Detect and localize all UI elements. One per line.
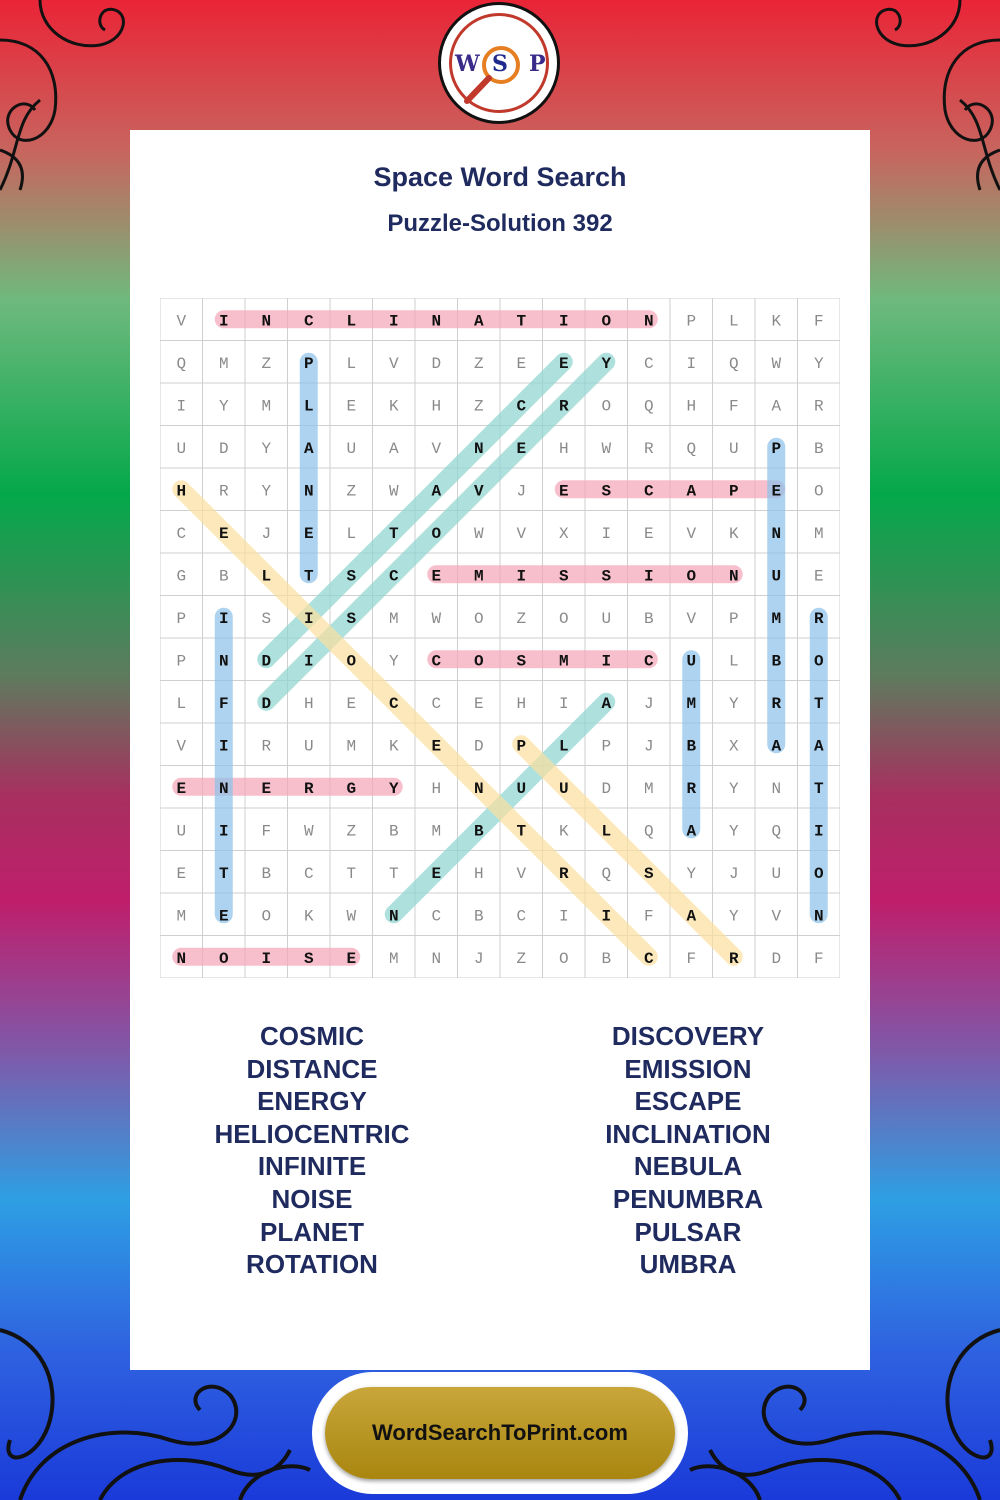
grid-letter: A <box>686 482 697 501</box>
grid-letter: C <box>431 694 442 713</box>
grid-letter: A <box>601 694 612 713</box>
grid-letter: C <box>388 567 399 586</box>
grid-letter: L <box>728 652 739 671</box>
word-list-item: DISCOVERY <box>611 1021 765 1051</box>
grid-letter: S <box>601 567 612 586</box>
grid-letter: I <box>558 907 569 926</box>
grid-letter: K <box>388 737 399 756</box>
grid-letter: I <box>558 694 569 713</box>
grid-letter: T <box>516 312 527 331</box>
word-list-item: ESCAPE <box>634 1086 742 1117</box>
grid-letter: C <box>388 694 399 713</box>
grid-letter: V <box>176 737 187 756</box>
grid-letter: N <box>218 652 229 671</box>
grid-letter: L <box>601 822 612 841</box>
grid-letter: N <box>473 779 484 798</box>
grid-letter: B <box>218 567 229 586</box>
grid-letter: E <box>643 524 654 543</box>
word-list-item: ENERGY <box>257 1086 367 1117</box>
grid-letter: E <box>303 524 314 543</box>
grid-letter: E <box>516 439 527 458</box>
grid-letter: T <box>303 567 314 586</box>
grid-letter: W <box>431 609 442 628</box>
grid-letter: M <box>473 567 484 586</box>
grid-letter: J <box>643 694 654 713</box>
grid-letter: V <box>176 312 187 331</box>
magnifier-icon <box>441 5 563 127</box>
grid-letter: C <box>643 482 654 501</box>
grid-letter: U <box>346 439 357 458</box>
grid-letter: V <box>516 524 527 543</box>
grid-letter: V <box>388 354 399 373</box>
grid-letter: K <box>558 822 569 841</box>
grid-letter: U <box>558 779 569 798</box>
grid-letter: Z <box>516 949 527 968</box>
word-list-item: NEBULA <box>633 1151 743 1182</box>
grid-letter: I <box>261 949 272 968</box>
grid-letter: L <box>303 397 314 416</box>
grid-letter: C <box>516 907 527 926</box>
grid-letter: J <box>516 482 527 501</box>
grid-letter: J <box>473 949 484 968</box>
grid-letter: F <box>813 312 824 331</box>
grid-letter: E <box>261 779 272 798</box>
grid-letter: M <box>176 907 187 926</box>
grid-letter: Q <box>686 439 697 458</box>
grid-letter: A <box>771 397 782 416</box>
grid-letter: C <box>303 864 314 883</box>
grid-letter: U <box>686 652 697 671</box>
grid-letter: A <box>813 737 824 756</box>
grid-letter: H <box>558 439 569 458</box>
grid-letter: I <box>218 822 229 841</box>
grid-letter: K <box>771 312 782 331</box>
grid-letter: E <box>431 864 442 883</box>
grid-letter: N <box>303 482 314 501</box>
grid-letter: M <box>218 354 229 373</box>
grid-letter: E <box>218 524 229 543</box>
grid-letter: N <box>261 312 272 331</box>
grid-letter: H <box>431 779 442 798</box>
grid-letter: Y <box>728 779 739 798</box>
grid-letter: B <box>261 864 272 883</box>
grid-letter: U <box>771 864 782 883</box>
grid-letter: V <box>431 439 442 458</box>
word-list-item: PULSAR <box>634 1216 742 1247</box>
grid-letter: S <box>303 949 314 968</box>
grid-letter: K <box>388 397 399 416</box>
grid-letter: Y <box>728 694 739 713</box>
grid-letter: W <box>388 482 399 501</box>
grid-letter: T <box>813 779 824 798</box>
grid-letter: C <box>643 652 654 671</box>
grid-letter: Y <box>388 652 399 671</box>
grid-letter: N <box>431 312 442 331</box>
grid-letter: S <box>558 567 569 586</box>
grid-letter: Y <box>686 864 697 883</box>
grid-letter: C <box>431 652 442 671</box>
page-title: Space Word Search <box>373 162 627 192</box>
grid-letter: F <box>813 949 824 968</box>
grid-letter: U <box>176 822 187 841</box>
grid-letter: P <box>176 652 187 671</box>
grid-letter: B <box>686 737 697 756</box>
grid-letter: L <box>346 312 357 331</box>
grid-letter: D <box>261 694 272 713</box>
grid-letter: K <box>303 907 314 926</box>
grid-letter: I <box>643 567 654 586</box>
grid-letter: N <box>176 949 187 968</box>
grid-letter: W <box>473 524 484 543</box>
grid-letter: L <box>346 354 357 373</box>
grid-letter: O <box>431 524 442 543</box>
grid-letter: H <box>516 694 527 713</box>
grid-letter: X <box>728 737 739 756</box>
grid-letter: Q <box>601 864 612 883</box>
word-list-item: HELIOCENTRIC <box>214 1118 410 1149</box>
grid-letter: C <box>303 312 314 331</box>
grid-letter: C <box>176 524 187 543</box>
grid-letter: N <box>813 907 824 926</box>
grid-letter: F <box>643 907 654 926</box>
grid-letter: M <box>388 949 399 968</box>
grid-letter: R <box>728 949 739 968</box>
grid-letter: E <box>346 397 357 416</box>
grid-letter: R <box>218 482 229 501</box>
grid-letter: W <box>601 439 612 458</box>
grid-letter: E <box>558 482 569 501</box>
grid-letter: Z <box>473 354 484 373</box>
grid-letter: S <box>346 567 357 586</box>
grid-letter: V <box>771 907 782 926</box>
grid-letter: Z <box>261 354 272 373</box>
grid-letter: S <box>516 652 527 671</box>
grid-letter: M <box>558 652 569 671</box>
grid-letter: F <box>218 694 229 713</box>
grid-letter: M <box>388 609 399 628</box>
grid-letter: R <box>686 779 697 798</box>
grid-letter: E <box>346 949 357 968</box>
grid-letter: A <box>686 822 697 841</box>
grid-letter: B <box>813 439 824 458</box>
grid-letter: B <box>473 822 484 841</box>
grid-letter: T <box>813 694 824 713</box>
grid-letter: I <box>601 524 612 543</box>
grid-letter: Y <box>261 439 272 458</box>
grid-letter: O <box>473 652 484 671</box>
grid-letter: R <box>261 737 272 756</box>
grid-letter: R <box>303 779 314 798</box>
word-list-item: COSMIC <box>260 1021 364 1051</box>
grid-letter: N <box>473 439 484 458</box>
word-list-item: UMBRA <box>639 1249 737 1280</box>
grid-letter: I <box>176 397 187 416</box>
grid-letter: B <box>643 609 654 628</box>
grid-letter: Q <box>771 822 782 841</box>
grid-letter: D <box>601 779 612 798</box>
grid-letter: A <box>388 439 399 458</box>
grid-letter: E <box>813 567 824 586</box>
grid-letter: P <box>176 609 187 628</box>
grid-letter: G <box>346 779 357 798</box>
grid-letter: W <box>771 354 782 373</box>
grid-letter: Y <box>388 779 399 798</box>
grid-letter: L <box>558 737 569 756</box>
grid-letter: Y <box>728 822 739 841</box>
grid-letter: O <box>601 397 612 416</box>
grid-letter: T <box>516 822 527 841</box>
grid-letter: E <box>218 907 229 926</box>
grid-letter: I <box>303 652 314 671</box>
grid-letter: F <box>728 397 739 416</box>
grid-letter: O <box>813 652 824 671</box>
grid-letter: D <box>771 949 782 968</box>
grid-letter: V <box>516 864 527 883</box>
grid-letter: Q <box>643 397 654 416</box>
grid-letter: Z <box>516 609 527 628</box>
grid-letter: S <box>643 864 654 883</box>
grid-letter: E <box>431 737 442 756</box>
grid-letter: C <box>643 354 654 373</box>
grid-letter: U <box>303 737 314 756</box>
grid-letter: O <box>261 907 272 926</box>
word-list-item: INCLINATION <box>605 1118 771 1149</box>
grid-letter: D <box>473 737 484 756</box>
word-list-item: INFINITE <box>257 1151 367 1182</box>
grid-letter: E <box>346 694 357 713</box>
grid-letter: M <box>643 779 654 798</box>
grid-letter: I <box>686 354 697 373</box>
grid-letter: J <box>261 524 272 543</box>
grid-letter: B <box>388 822 399 841</box>
grid-letter: I <box>218 312 229 331</box>
grid-letter: E <box>473 694 484 713</box>
grid-letter: J <box>728 864 739 883</box>
grid-letter: A <box>303 439 314 458</box>
grid-letter: Z <box>346 482 357 501</box>
word-list-item: EMISSION <box>624 1053 752 1084</box>
grid-letter: U <box>601 609 612 628</box>
word-list-item: PLANET <box>260 1216 364 1247</box>
grid-letter: E <box>176 779 187 798</box>
grid-letter: D <box>261 652 272 671</box>
grid-letter: N <box>771 524 782 543</box>
grid-letter: P <box>771 439 782 458</box>
grid-letter: N <box>218 779 229 798</box>
grid-letter: Y <box>601 354 612 373</box>
grid-letter: Q <box>643 822 654 841</box>
grid-letter: N <box>431 949 442 968</box>
grid-letter: K <box>728 524 739 543</box>
grid-letter: L <box>728 312 739 331</box>
grid-letter: I <box>303 609 314 628</box>
grid-letter: R <box>771 694 782 713</box>
grid-letter: T <box>388 864 399 883</box>
grid-letter: B <box>473 907 484 926</box>
grid-letter: I <box>218 609 229 628</box>
grid-letter: F <box>686 949 697 968</box>
grid-letter: Y <box>728 907 739 926</box>
grid-letter: X <box>558 524 569 543</box>
grid-letter: H <box>473 864 484 883</box>
page-subtitle: Puzzle-Solution 392 <box>387 210 613 237</box>
grid-letter: R <box>813 609 824 628</box>
grid-letter: P <box>601 737 612 756</box>
grid-letter: H <box>686 397 697 416</box>
grid-letter: B <box>771 652 782 671</box>
grid-letter: I <box>558 312 569 331</box>
grid-letter: M <box>261 397 272 416</box>
grid-letter: O <box>686 567 697 586</box>
word-list-item: NOISE <box>271 1184 353 1214</box>
grid-letter: S <box>261 609 272 628</box>
grid-letter: M <box>686 694 697 713</box>
grid-letter: O <box>473 609 484 628</box>
grid-letter: V <box>473 482 484 501</box>
grid-letter: P <box>516 737 527 756</box>
grid-letter: M <box>431 822 442 841</box>
word-list-item: PENUMBRA <box>612 1184 764 1214</box>
grid-letter: E <box>516 354 527 373</box>
grid-letter: R <box>558 397 569 416</box>
grid-letter: W <box>303 822 314 841</box>
grid-letter: M <box>771 609 782 628</box>
grid-letter: E <box>176 864 187 883</box>
grid-letter: L <box>346 524 357 543</box>
grid-letter: Y <box>813 354 824 373</box>
grid-letter: M <box>346 737 357 756</box>
logo-letter-s: S <box>492 51 508 77</box>
grid-letter: N <box>388 907 399 926</box>
grid-letter: N <box>771 779 782 798</box>
grid-letter: U <box>176 439 187 458</box>
grid-letter: V <box>686 524 697 543</box>
grid-letter: C <box>431 907 442 926</box>
grid-letter: I <box>516 567 527 586</box>
grid-letter: I <box>218 737 229 756</box>
grid-letter: C <box>516 397 527 416</box>
grid-letter: H <box>303 694 314 713</box>
grid-letter: T <box>218 864 229 883</box>
website-link-button[interactable]: WordSearchToPrint.com <box>325 1387 675 1479</box>
grid-letter: R <box>558 864 569 883</box>
grid-letter: O <box>601 312 612 331</box>
grid-letter: M <box>813 524 824 543</box>
grid-letter: A <box>473 312 484 331</box>
grid-letter: W <box>346 907 357 926</box>
grid-letter: Q <box>728 354 739 373</box>
grid-letter: O <box>346 652 357 671</box>
grid-letter: J <box>643 737 654 756</box>
grid-letter: O <box>218 949 229 968</box>
grid-letter: N <box>643 312 654 331</box>
grid-letter: H <box>431 397 442 416</box>
logo-letter-p: P <box>529 51 546 77</box>
grid-letter: U <box>516 779 527 798</box>
grid-letter: T <box>346 864 357 883</box>
grid-letter: Y <box>218 397 229 416</box>
grid-letter: D <box>218 439 229 458</box>
grid-letter: I <box>601 652 612 671</box>
grid-letter: A <box>686 907 697 926</box>
grid-letter: E <box>431 567 442 586</box>
grid-letter: D <box>431 354 442 373</box>
grid-letter: T <box>388 524 399 543</box>
grid-letter: Y <box>261 482 272 501</box>
grid-letter: E <box>771 482 782 501</box>
word-search-grid <box>160 298 840 978</box>
grid-letter: Z <box>473 397 484 416</box>
grid-letter: I <box>601 907 612 926</box>
grid-letter: H <box>176 482 187 501</box>
grid-letter: E <box>558 354 569 373</box>
logo-letter-w: W <box>455 51 480 77</box>
grid-letter: U <box>728 439 739 458</box>
grid-letter: O <box>558 609 569 628</box>
grid-letter: O <box>813 482 824 501</box>
grid-letter: O <box>813 864 824 883</box>
grid-letter: U <box>771 567 782 586</box>
grid-letter: Z <box>346 822 357 841</box>
grid-letter: N <box>728 567 739 586</box>
grid-letter: P <box>686 312 697 331</box>
grid-letter: R <box>813 397 824 416</box>
grid-letter: F <box>261 822 272 841</box>
grid-letter: G <box>176 567 187 586</box>
grid-letter: A <box>771 737 782 756</box>
grid-letter: R <box>643 439 654 458</box>
grid-letter: S <box>346 609 357 628</box>
grid-letter: I <box>388 312 399 331</box>
grid-letter: Q <box>176 354 187 373</box>
grid-letter: L <box>261 567 272 586</box>
grid-letter: O <box>558 949 569 968</box>
word-list-item: ROTATION <box>246 1249 378 1280</box>
grid-letter: A <box>431 482 442 501</box>
grid-letter: P <box>728 609 739 628</box>
grid-letter: B <box>601 949 612 968</box>
grid-letter: P <box>303 354 314 373</box>
grid-letter: P <box>728 482 739 501</box>
grid-letter: I <box>813 822 824 841</box>
wsp-logo <box>438 2 560 124</box>
word-list-item: DISTANCE <box>246 1053 378 1084</box>
grid-letter: L <box>176 694 187 713</box>
grid-letter: C <box>643 949 654 968</box>
grid-letter: V <box>686 609 697 628</box>
grid-letter: S <box>601 482 612 501</box>
